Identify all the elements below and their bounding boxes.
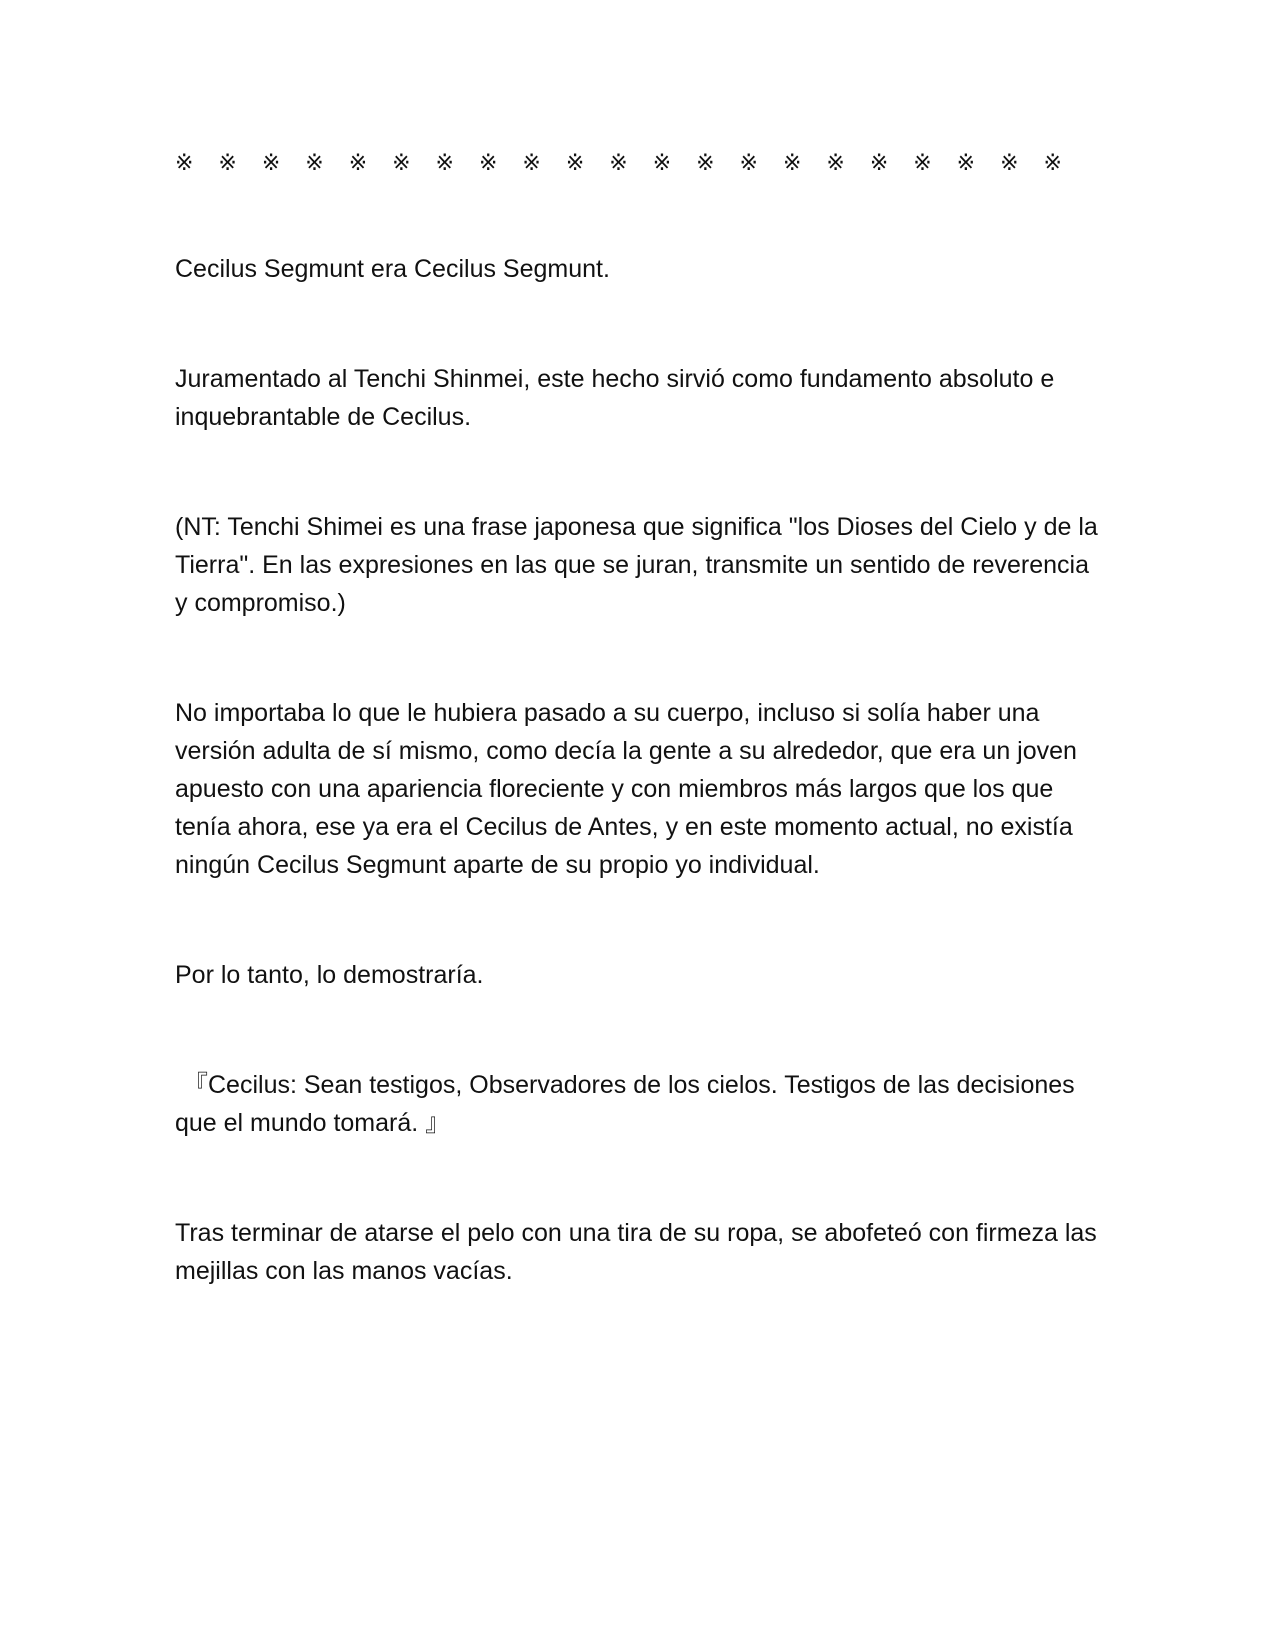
translator-note: (NT: Tenchi Shimei es una frase japonesa que significa "los Dioses del Cielo y de la Tierra". En las expresiones en las que se juran, transmite un sentido de reverencia y compromiso.) <box>175 513 1098 617</box>
paragraph-5: Por lo tanto, lo demostraría. <box>175 961 484 989</box>
paragraph-2: Juramentado al Tenchi Shinmei, este hecho sirvió como fundamento absoluto e inquebrantable de Cecilus. <box>175 365 1055 431</box>
scene-separator: ※ ※ ※ ※ ※ ※ ※ ※ ※ ※ ※ ※ ※ ※ ※ ※ ※ ※ ※ ※ ※ <box>175 151 1071 176</box>
document-body <box>175 146 1105 1362</box>
paragraph-4: No importaba lo que le hubiera pasado a su cuerpo, incluso si solía haber una versión adulta de sí mismo, como decía la gente a su alrededor, que era un joven apuesto con una apariencia floreciente y con miembros más largos que los que tenía ahora, ese ya era el Cecilus de Antes, y en este momento actual, no existía ningún Cecilus Segmunt aparte de su propio yo individual. <box>175 699 1077 879</box>
paragraph-7: Tras terminar de atarse el pelo con una tira de su ropa, se abofeteó con firmeza las mejillas con las manos vacías. <box>175 1219 1097 1285</box>
dialogue-quote: 『Cecilus: Sean testigos, Observadores de los cielos. Testigos de las decisiones que el mundo tomará. 』 <box>175 1071 1075 1137</box>
paragraph-1: Cecilus Segmunt era Cecilus Segmunt. <box>175 255 610 283</box>
